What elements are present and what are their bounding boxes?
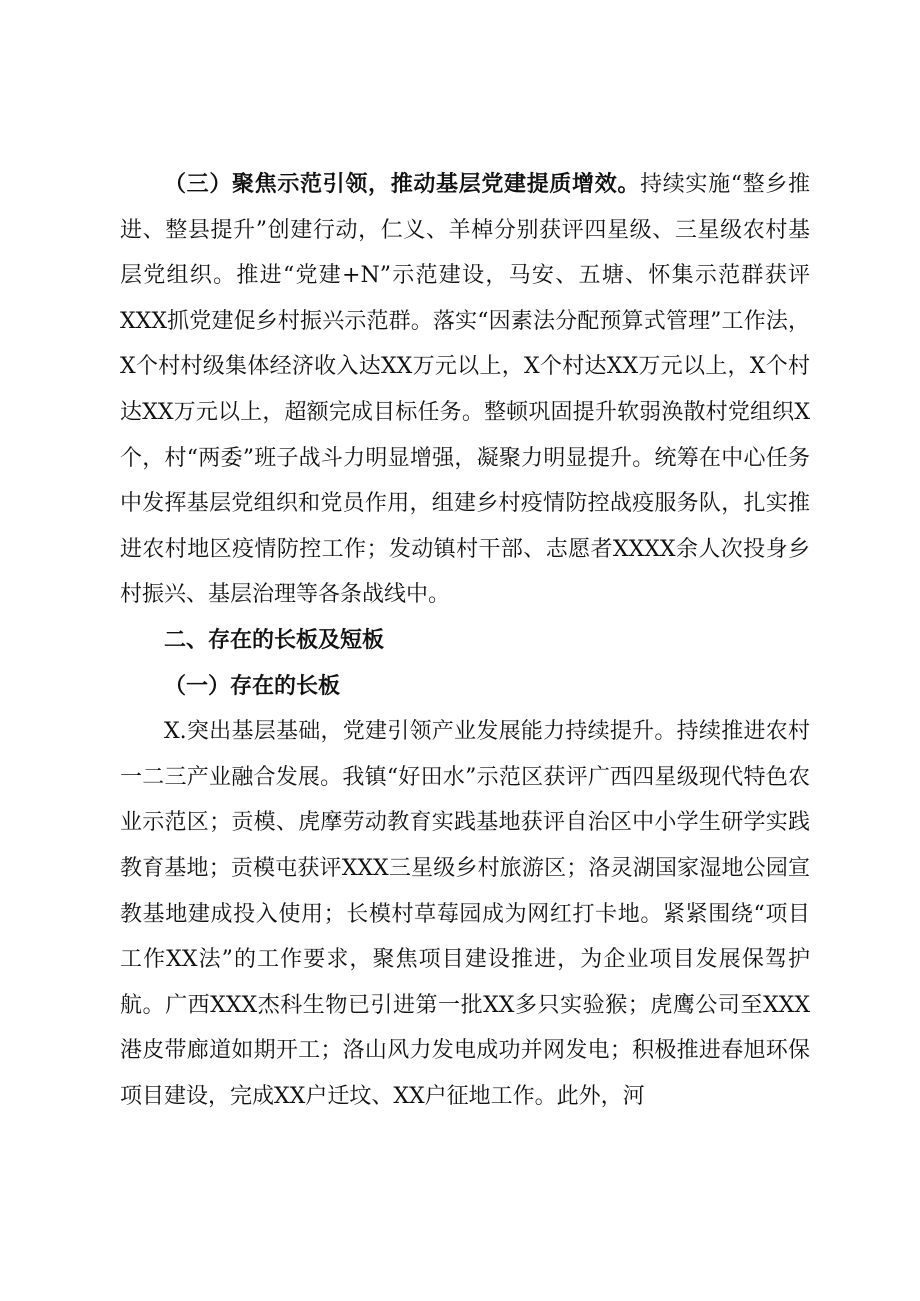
document-body — [120, 162, 810, 1119]
paragraph-lead: （三）聚焦示范引领，推动基层党建提质增效。 — [164, 171, 641, 197]
section-heading: 二、存在的长板及短板 — [164, 626, 385, 653]
paragraph-industry: X.突出基层基础，党建引领产业发展能力持续提升。持续推进农村一二三产业融合发展。我镇“好田水”示范区获评广西四星级现代特色农业示范区；贡模、虎摩劳动教育实践基地获评自治区中小学生研学实践教育基地；贡模屯获评XXX三星级乡村旅游区；洛灵湖国家湿地公园宣教基地建成投入使用；长模村草莓园成为网红打卡地。紧紧围绕“项目工作XX法”的工作要求，聚焦项目建设推进，为企业项目发展保驾护航。广西XXX杰科生物已引进第一批XX多只实验猴；虎鹰公司至XXX港皮带廊道如期开工；洛山风力发电成功并网发电；积极推进春旭环保项目建设，完成XX户迁坟、XX户征地工作。此外，河 — [120, 719, 810, 1109]
paragraph-demonstration — [120, 162, 810, 618]
paragraph-text: 持续实施“整乡推进、整县提升”创建行动，仁义、羊棹分别获评四星级、三星级农村基层党组织。推进“党建+N”示范建设，马安、五塘、怀集示范群获评XXX抓党建促乡村振兴示范群。落实“因素法分配预算式管理”工作法，X个村村级集体经济收入达XX万元以上，X个村达XX万元以上，X个村达XX万元以上，超额完成目标任务。整顿巩固提升软弱涣散村党组织X个，村“两委”班子战斗力明显增强，凝聚力明显提升。统筹在中心任务中发挥基层党组织和党员作用，组建乡村疫情防控战疫服务队，扎实推进农村地区疫情防控工作；发动镇村干部、志愿者XXXX余人次投身乡村振兴、基层治理等各条战线中。 — [120, 172, 810, 608]
subsection-heading: （一）存在的长板 — [164, 672, 341, 699]
